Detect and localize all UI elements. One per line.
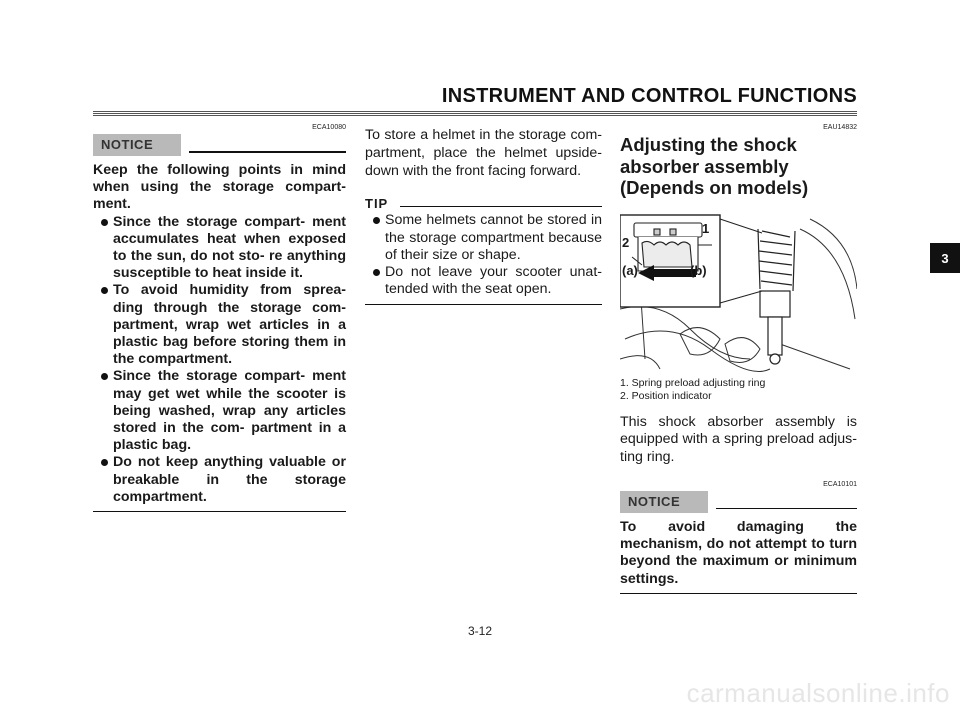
section-title-line: (Depends on models) (620, 177, 809, 198)
notice-text: To avoid damaging the mechanism, do not attempt to turn beyond the maximum or minimum settings. (620, 518, 857, 587)
page-number: 3-12 (467, 624, 493, 638)
notice-rule (189, 151, 346, 152)
header-rule (93, 111, 857, 117)
section-title-line: Adjusting the shock (620, 134, 797, 155)
column-storage-notice (93, 124, 346, 512)
tip-bullet-list (365, 212, 602, 298)
notice-end-rule (620, 593, 857, 594)
tip-bullet: Some helmets cannot be stored in the storage compartment because of their size or shape. (365, 212, 602, 264)
section-title (620, 134, 857, 199)
tip-label: TIP (365, 195, 389, 211)
notice-end-rule (93, 511, 346, 512)
callout-number-1: 1 (702, 220, 710, 236)
shock-absorber-illustration (620, 209, 857, 373)
page-header-title: INSTRUMENT AND CONTROL FUNCTIONS (441, 85, 857, 107)
column-helmet-storage (365, 127, 602, 305)
notice-bullet: Since the storage compart- ment may get wet while the scooter is being washed, wrap any articles stored in the com- partment in a plastic bag. (93, 368, 346, 454)
tip-rule (400, 206, 602, 207)
column-shock-absorber (620, 124, 857, 594)
notice-label: NOTICE (620, 491, 708, 513)
callout-number-2: 2 (622, 234, 630, 250)
reference-code: ECA10080 (312, 124, 346, 131)
reference-code: ECA10101 (823, 480, 857, 488)
callout-label-a: (a) (622, 262, 638, 278)
tip-end-rule (365, 304, 602, 305)
notice-label: NOTICE (93, 134, 181, 156)
notice-intro: Keep the following points in mind when using the storage compart- ment. (93, 162, 346, 213)
notice-bullet: To avoid humidity from sprea- ding through the storage com- partment, wrap wet articles in a plastic bag before storing them in the compartment. (93, 282, 346, 368)
notice-bullet: Do not keep anything valuable or breakable in the storage compartment. (93, 454, 346, 506)
notice-bullet: Since the storage compart- ment accumulates heat when exposed to the sun, do not sto- re anything susceptible to heat inside it. (93, 214, 346, 283)
watermark: carmanualsonline.info (686, 678, 950, 708)
tip-bullet: Do not leave your scooter unat- tended with the seat open. (365, 264, 602, 298)
helmet-paragraph: To store a helmet in the storage com- partment, place the helmet upside- down with the front facing forward. (365, 127, 602, 179)
notice-header (93, 134, 346, 156)
figure-caption: 2. Position indicator (620, 390, 712, 402)
notice-bullet-list (93, 214, 346, 506)
tip-header (365, 194, 602, 212)
callout-label-b: (b) (690, 262, 707, 278)
figure-captions (620, 377, 857, 404)
notice-header (620, 491, 857, 513)
figure-caption: 1. Spring preload adjusting ring (620, 376, 766, 389)
notice-rule (716, 508, 857, 509)
chapter-tab[interactable]: 3 (930, 243, 960, 273)
section-title-line: absorber assembly (620, 155, 789, 177)
reference-code: EAU14832 (823, 124, 857, 131)
shock-absorber-paragraph: This shock absorber assembly is equipped with a spring preload adjus- ting ring. (620, 413, 857, 466)
shock-absorber-drawing (620, 209, 857, 373)
